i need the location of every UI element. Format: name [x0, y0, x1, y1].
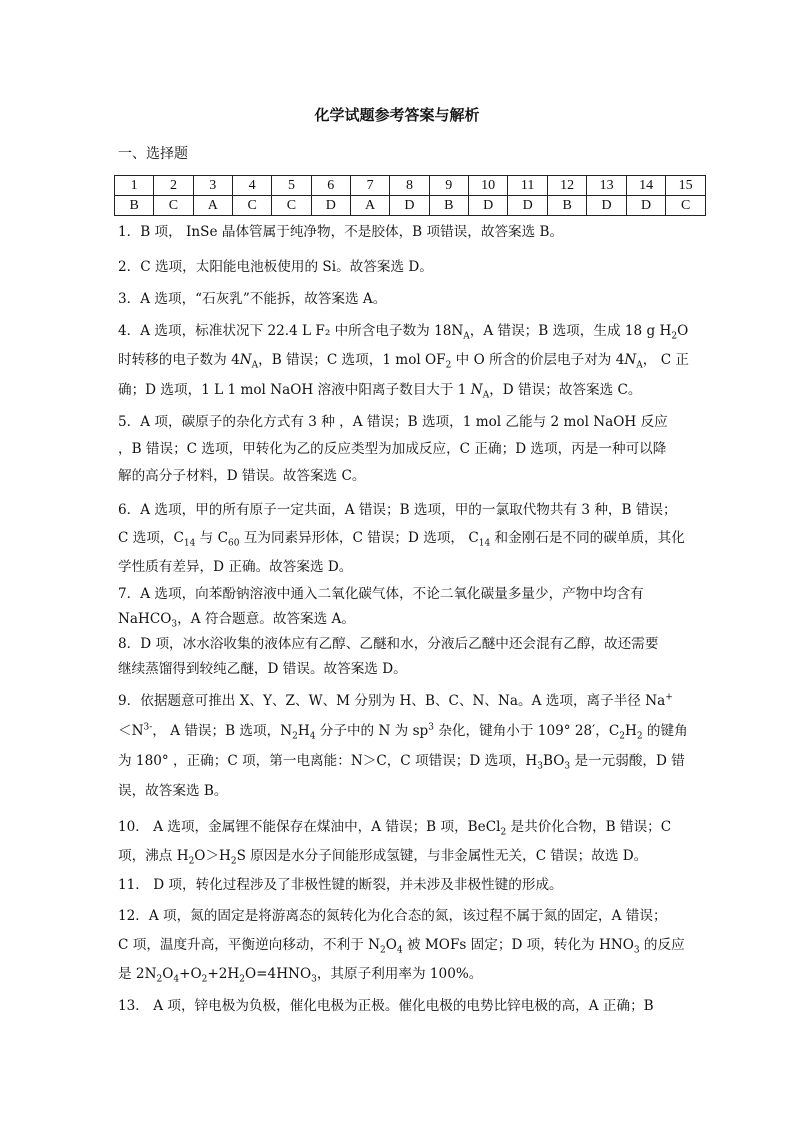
- answer-cell: D: [508, 196, 547, 216]
- answer-table: [114, 175, 706, 216]
- explanation-4-line-3: 确；D 选项，1 L 1 mol NaOH 溶液中阳离子数目大于 1 $N_A$，D 错误；故答案选 C。: [118, 382, 642, 401]
- explanation-11: 11． D 项，转化过程涉及了非极性键的断裂，并未涉及非极性键的形成。: [118, 877, 563, 893]
- explanation-12-line-3: 是 $2N_2O_4+O_2+2H_2O=4HNO_3$，其原子利用率为 100%。: [118, 966, 483, 985]
- answer-cell: A: [350, 196, 389, 216]
- answer-cell: A: [193, 196, 232, 216]
- answer-cell: C: [666, 196, 706, 216]
- page-title: 化学试题参考答案与解析: [314, 106, 480, 124]
- explanation-7-line-1: 7．A 选项，向苯酚钠溶液中通入二氧化碳气体，不论二氧化碳量多量少，产物中均含有: [118, 586, 644, 602]
- explanation-8-line-2: 继续蒸馏得到较纯乙醚，D 错误。故答案选 D。: [118, 661, 407, 677]
- explanation-4-line-1: 4．A 选项，标准状况下 22.4 L F₂ 中所含电子数为 $18N_A$，A 错误；B 选项，生成 18 g $H_2O$: [118, 323, 689, 342]
- question-number-cell: 8: [390, 176, 429, 196]
- question-number-cell: 5: [272, 176, 311, 196]
- explanation-10-line-1: 10． A 选项，金属锂不能保存在煤油中，A 错误；B 项，BeCl$_2$ 是共价化合物，B 错误；C: [118, 819, 672, 838]
- explanation-9-line-1: 9．依据题意可推出 X、Y、Z、W、M 分别为 H、B、C、N、Na。A 选项，离子半径 Na+: [118, 692, 673, 709]
- question-number-cell: 12: [547, 176, 586, 196]
- answer-cell: D: [311, 196, 350, 216]
- explanation-13-line-1: 13． A 项，锌电极为负极，催化电极为正极。催化电极的电势比锌电极的高，A 正确；B: [118, 998, 654, 1014]
- answer-cell: C: [272, 196, 311, 216]
- question-number-cell: 4: [232, 176, 271, 196]
- explanation-9-line-3: 为 180° ，正确；C 项，第一电离能：N＞C，C 项错误；D 选项，$H_3BO_3$ 是一元弱酸，D 错: [118, 753, 685, 772]
- question-number-cell: 3: [193, 176, 232, 196]
- explanation-3: 3．A 选项，“石灰乳”不能拆，故答案选 A。: [118, 291, 387, 307]
- answer-cell: D: [468, 196, 507, 216]
- explanation-5-line-2: ，B 错误；C 选项，甲转化为乙的反应类型为加成反应，C 正确；D 选项，丙是一种可以降: [118, 441, 667, 457]
- explanation-6-line-1: 6．A 选项，甲的所有原子一定共面，A 错误；B 选项，甲的一氯取代物共有 3 种，B 错误；: [118, 502, 677, 518]
- answer-cell: D: [626, 196, 665, 216]
- explanation-7-line-2: NaHCO$_3$，A 符合题意。故答案选 A。: [118, 611, 355, 630]
- explanation-4-line-2: 时转移的电子数为 $4N_A$，B 错误；C 选项，1 mol $OF_2$ 中 O 所含的价层电子对为 $4N_A$， C 正: [118, 352, 690, 371]
- question-number-cell: 7: [350, 176, 389, 196]
- question-number-cell: 6: [311, 176, 350, 196]
- explanation-9-line-4: 误，故答案选 B。: [118, 783, 228, 799]
- question-number-cell: 1: [115, 176, 154, 196]
- answer-cell: B: [547, 196, 586, 216]
- question-number-cell: 2: [154, 176, 193, 196]
- answer-table-number-row: [115, 176, 706, 196]
- explanation-6-line-3: 学性质有差异，D 正确。故答案选 D。: [118, 559, 353, 575]
- answer-cell: D: [587, 196, 626, 216]
- answer-cell: B: [429, 196, 468, 216]
- answer-cell: D: [390, 196, 429, 216]
- explanation-12-line-1: 12．A 项，氮的固定是将游离态的氮转化为化合态的氮，该过程不属于氮的固定，A 错误；: [118, 908, 667, 924]
- explanation-9-line-2: $<N^{3-}$， A 错误；B 选项，$N_2H_4$ 分子中的 N 为 $sp^3$ 杂化，键角小于 109° 28′，$C_2H_2$ 的键角: [118, 722, 688, 742]
- answer-cell: C: [232, 196, 271, 216]
- question-number-cell: 15: [666, 176, 706, 196]
- explanation-12-line-2: C 项，温度升高，平衡逆向移动，不利于 $N_2O_4$ 被 MOFs 固定；D 项，转化为 $HNO_3$ 的反应: [118, 937, 685, 956]
- explanation-10-line-2: 项，沸点 $H_2O>H_2S$ 原因是水分子间能形成氢键，与非金属性无关，C 错误；故选 D。: [118, 848, 648, 867]
- explanation-5-line-3: 解的高分子材料，D 错误。故答案选 C。: [118, 468, 366, 484]
- answer-cell: C: [154, 196, 193, 216]
- question-number-cell: 11: [508, 176, 547, 196]
- explanation-6-line-2: C 选项，$C_{14}$ 与 $C_{60}$ 互为同素异形体，C 错误；D 选项， $C_{14}$ 和金刚石是不同的碳单质，其化: [118, 530, 685, 549]
- explanation-8-line-1: 8．D 项，冰水浴收集的液体应有乙醇、乙醚和水，分液后乙醚中还会混有乙醇，故还需要: [118, 636, 659, 652]
- question-number-cell: 14: [626, 176, 665, 196]
- section-heading: 一、选择题: [118, 146, 188, 162]
- explanation-2: 2．C 选项，太阳能电池板使用的 Si。故答案选 D。: [118, 259, 433, 275]
- question-number-cell: 10: [468, 176, 507, 196]
- question-number-cell: 13: [587, 176, 626, 196]
- answer-cell: B: [115, 196, 154, 216]
- explanation-1: 1．B 项， InSe 晶体管属于纯净物，不是胶体，B 项错误，故答案选 B。: [118, 224, 564, 240]
- answer-table-answer-row: [115, 196, 706, 216]
- question-number-cell: 9: [429, 176, 468, 196]
- explanation-5-line-1: 5．A 项，碳原子的杂化方式有 3 种 ，A 错误；B 选项，1 mol 乙能与 2 mol NaOH 反应: [118, 414, 668, 430]
